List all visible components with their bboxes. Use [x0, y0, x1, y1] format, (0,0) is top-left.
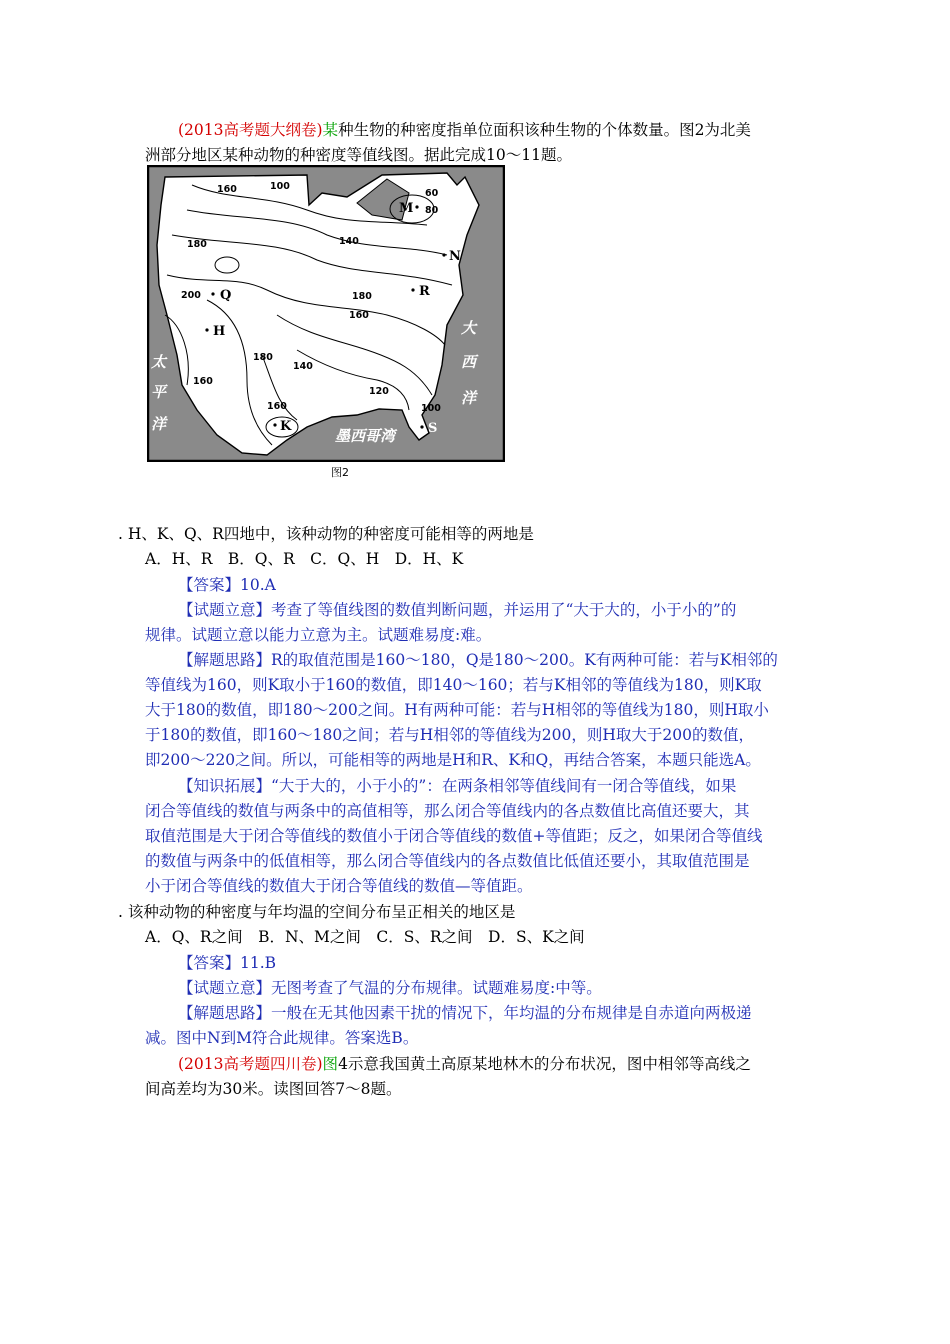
contour-label: 140 [339, 236, 359, 247]
contour-label: 200 [181, 290, 201, 301]
point-label-s: S [428, 421, 438, 436]
contour-label: 120 [369, 386, 389, 397]
q10-ext-1: 【知识拓展】“大于大的，小于小的”：在两条相邻等值线间有一闭合等值线，如果 [178, 777, 737, 795]
ocean-label-atlantic: 大 [461, 319, 477, 337]
q10-stem: . H、K、Q、R四地中，该种动物的种密度可能相等的两地是 [118, 525, 534, 543]
next-intro-line-1 [178, 1052, 751, 1076]
q11-answer: 【答案】11.B [178, 954, 277, 972]
contour-label: 80 [425, 205, 439, 216]
contour-label: 160 [193, 376, 213, 387]
q10-ext-2: 闭合等值线的数值与两条中的高值相等，那么闭合等值线内的各点数值比高值还要大，其 [145, 802, 750, 820]
figure-caption: 图2 [331, 466, 349, 479]
q10-idea-5: 即200～220之间。所以，可能相等的两地是H和R、K和Q，再结合答案，本题只能选A。 [145, 751, 761, 769]
point-label-m: M [399, 201, 414, 216]
contour-label: 180 [352, 291, 372, 302]
source-tag: (2013高考题大纲卷) [178, 121, 323, 139]
q10-intent-2: 规律。试题立意以能力立意为主。试题难易度:难。 [145, 626, 492, 644]
contour-label: 180 [187, 239, 207, 250]
gulf-label: 墨西哥湾 [335, 427, 396, 445]
q11-idea-2: 减。图中N到M符合此规律。答案选B。 [145, 1029, 419, 1047]
q11-stem: . 该种动物的种密度与年均温的空间分布呈正相关的地区是 [118, 903, 516, 921]
q11-idea-1: 【解题思路】一般在无其他因素干扰的情况下，年均温的分布规律是自赤道向两极递 [178, 1004, 752, 1022]
contour-label: 180 [253, 352, 273, 363]
q10-idea-4: 于180的数值，即160～180之间；若与H相邻的等值线为200，则H取大于200的数值， [145, 726, 754, 744]
q10-intent-1: 【试题立意】考查了等值线图的数值判断问题，并运用了“大于大的，小于小的”的 [178, 601, 737, 619]
ocean-label-atlantic: 洋 [461, 389, 477, 407]
q10-answer: 【答案】10.A [178, 576, 276, 594]
contour-label: 100 [270, 181, 290, 192]
contour-label: 160 [267, 401, 287, 412]
q10-idea-3: 大于180的数值，即180～200之间。H有两种可能：若与H相邻的等值线为180，则H取小 [145, 701, 769, 719]
contour-label: 140 [293, 361, 313, 372]
q11-options: A．Q、R之间 B．N、M之间 C．S、R之间 D．S、K之间 [145, 928, 585, 946]
next-intro-line-2: 间高差均为30米。读图回答7～8题。 [145, 1080, 402, 1098]
contour-label: 60 [425, 188, 439, 199]
ocean-label-pacific: 平 [151, 383, 167, 401]
ocean-label-pacific: 太 [151, 353, 167, 371]
lead-char: 图 [322, 1055, 339, 1073]
contour-label: 160 [217, 184, 237, 195]
point-label-r: R [419, 284, 430, 299]
q10-ext-3: 取值范围是大于闭合等值线的数值小于闭合等值线的数值+等值距；反之，如果闭合等值线 [145, 827, 763, 845]
intro-text: 4示意我国黄土高原某地林木的分布状况，图中相邻等高线之 [338, 1055, 751, 1073]
question-intro-line-1 [178, 118, 751, 142]
point-label-q: Q [220, 288, 232, 303]
point-label-n: N [449, 249, 461, 264]
density-contour-map [147, 165, 505, 462]
source-tag: (2013高考题四川卷) [178, 1055, 323, 1073]
contour-label: 160 [349, 310, 369, 321]
question-intro-line-2: 洲部分地区某种动物的种密度等值线图。据此完成10～11题。 [145, 146, 572, 164]
point-label-k: K [280, 419, 292, 434]
q10-idea-1: 【解题思路】R的取值范围是160～180，Q是180～200。K有两种可能：若与K相邻的 [178, 651, 778, 669]
q11-intent: 【试题立意】无图考查了气温的分布规律。试题难易度:中等。 [178, 979, 602, 997]
q10-ext-4: 的数值与两条中的低值相等，那么闭合等值线内的各点数值比低值还要小，其取值范围是 [145, 852, 750, 870]
map-svg [147, 165, 505, 462]
contour-label: 100 [421, 403, 441, 414]
lead-char: 某 [322, 121, 339, 139]
q10-idea-2: 等值线为160，则K取小于160的数值，即140～160；若与K相邻的等值线为180，则K取 [145, 676, 762, 694]
ocean-label-pacific: 洋 [151, 415, 167, 433]
q10-ext-5: 小于闭合等值线的数值大于闭合等值线的数值—等值距。 [145, 877, 533, 895]
point-label-h: H [213, 324, 226, 339]
q10-options: A．H、R B．Q、R C．Q、H D．H、K [145, 550, 464, 568]
ocean-label-atlantic: 西 [461, 353, 477, 371]
intro-text: 种生物的种密度指单位面积该种生物的个体数量。图2为北美 [338, 121, 751, 139]
